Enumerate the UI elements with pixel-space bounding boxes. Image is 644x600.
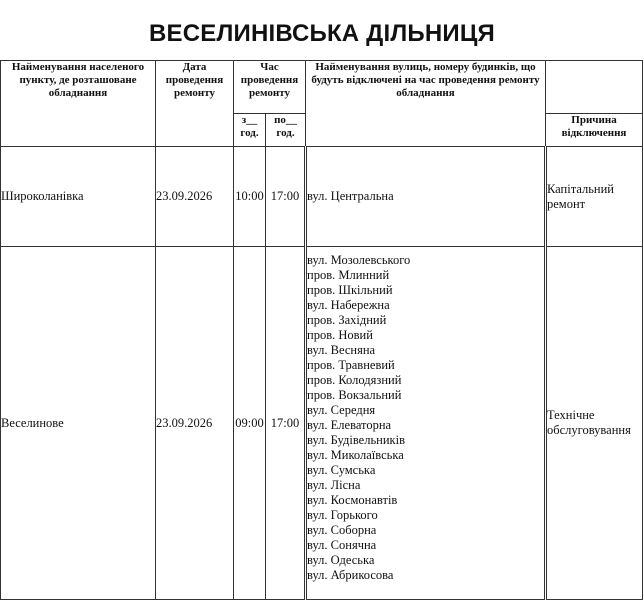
header-settlement: Найменування населеного пункту, де розташоване обладнання: [1, 61, 156, 147]
street-name: вул. Середня: [307, 403, 376, 417]
street-name: вул. Лісна: [307, 478, 361, 492]
settlement-cell: Веселинове: [1, 247, 156, 600]
header-streets: Найменування вулиць, номеру будинків, що будуть відключені на час проведення ремонту обладнання: [306, 61, 546, 147]
street-name: вул. Горького: [307, 508, 378, 522]
street-name: вул. Сонячна: [307, 538, 377, 552]
street-name: вул. Сумська: [307, 463, 376, 477]
street-name: пров. Шкільний: [307, 283, 393, 297]
street-name: вул. Центральна: [307, 189, 394, 203]
street-name: вул. Елеваторна: [307, 418, 392, 432]
page-title: ВЕСЕЛИНІВСЬКА ДІЛЬНИЦЯ: [148, 20, 496, 47]
street-name: вул. Весняна: [307, 343, 376, 357]
time-from-cell: 10:00: [234, 147, 266, 247]
outage-schedule-table: [0, 60, 643, 600]
street-name: вул. Мозолевського: [307, 253, 411, 267]
reason-cell: Капітальний ремонт: [546, 147, 643, 247]
street-name: вул. Космонавтів: [307, 493, 398, 507]
time-to-cell: 17:00: [266, 147, 306, 247]
street-name: пров. Вокзальний: [307, 388, 402, 402]
street-name: пров. Млинний: [307, 268, 390, 282]
table-row: [1, 147, 643, 247]
street-name: вул. Одеська: [307, 553, 375, 567]
reason-cell: Технічне обслуговування: [546, 247, 643, 600]
street-name: пров. Травневий: [307, 358, 395, 372]
time-from-cell: 09:00: [234, 247, 266, 600]
street-name: вул. Соборна: [307, 523, 377, 537]
table-row: [1, 247, 643, 600]
street-name: пров. Західний: [307, 313, 387, 327]
header-time-from: з__ год.: [234, 114, 266, 147]
header-time-to: по__ год.: [266, 114, 306, 147]
date-cell: 23.09.2026: [156, 147, 234, 247]
time-to-cell: 17:00: [266, 247, 306, 600]
streets-cell: [306, 147, 546, 247]
header-reason: Причина відключення: [546, 114, 643, 147]
street-name: пров. Колодязний: [307, 373, 402, 387]
header-date: Дата проведення ремонту: [156, 61, 234, 147]
street-name: вул. Абрикосова: [307, 568, 394, 582]
street-name: пров. Новий: [307, 328, 373, 342]
header-reason-spacer: [546, 61, 643, 114]
street-name: вул. Будівельників: [307, 433, 405, 447]
header-time: Час проведення ремонту: [234, 61, 306, 114]
settlement-cell: Широколанівка: [1, 147, 156, 247]
street-name: вул. Набережна: [307, 298, 390, 312]
street-name: вул. Миколаївська: [307, 448, 404, 462]
streets-cell: [306, 247, 546, 600]
date-cell: 23.09.2026: [156, 247, 234, 600]
